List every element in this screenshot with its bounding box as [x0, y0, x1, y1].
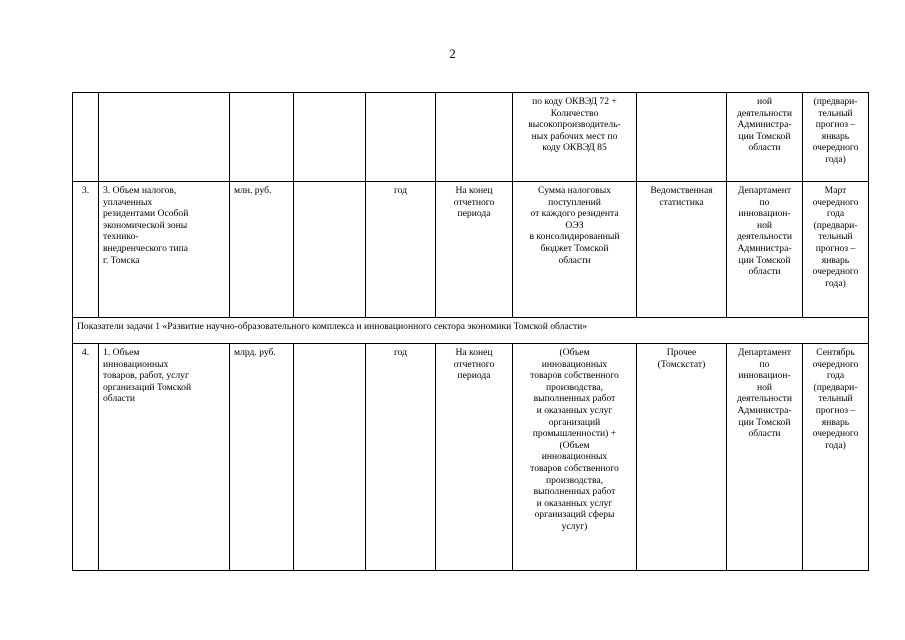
- row-number-cell: [73, 93, 99, 182]
- time-moment-cell: На конец отчетного периода: [436, 182, 513, 318]
- unit-cell: млн. руб.: [230, 182, 294, 318]
- calculation-method-cell: Сумма налоговых поступлений от каждого резидента ОЭЗ в консолидированный бюджет Томской области: [513, 182, 637, 318]
- time-moment-cell: На конец отчетного периода: [436, 344, 513, 571]
- empty-cell: [294, 344, 366, 571]
- time-moment-cell: [436, 93, 513, 182]
- responsible-cell: Департамент по инновацион- ной деятельности Администра- ции Томской области: [727, 344, 803, 571]
- deadline-cell: Сентябрь очередного года (предвари- тельный прогноз – январь очередного года): [803, 344, 869, 571]
- empty-cell: [294, 93, 366, 182]
- responsible-cell: Департамент по инновацион- ной деятельности Администра- ции Томской области: [727, 182, 803, 318]
- empty-cell: [294, 182, 366, 318]
- unit-cell: [230, 93, 294, 182]
- section-header-row: [73, 318, 869, 344]
- unit-cell: млрд. руб.: [230, 344, 294, 571]
- row-number-cell: 3.: [73, 182, 99, 318]
- page-number: 2: [449, 46, 456, 61]
- table-row: [73, 182, 869, 318]
- section-title: Показатели задачи 1 «Развитие научно-образовательного комплекса и инновационного сектора экономики Томской области»: [73, 318, 869, 344]
- indicators-table: [72, 92, 869, 571]
- row-number-cell: 4.: [73, 344, 99, 571]
- data-source-cell: [637, 93, 727, 182]
- data-source-cell: Ведомственная статистика: [637, 182, 727, 318]
- indicator-name-cell: 1. Объем инновационных товаров, работ, услуг организаций Томской области: [99, 344, 230, 571]
- periodicity-cell: год: [366, 182, 436, 318]
- table-row: [73, 344, 869, 571]
- periodicity-cell: год: [366, 344, 436, 571]
- data-source-cell: Прочее (Томскстат): [637, 344, 727, 571]
- indicator-name-cell: 3. Объем налогов, уплаченных резидентами Особой экономической зоны технико- внедренческого типа г. Томска: [99, 182, 230, 318]
- calculation-method-cell: по коду ОКВЭД 72 + Количество высокопроизводитель- ных рабочих мест по коду ОКВЭД 85: [513, 93, 637, 182]
- table-row: [73, 93, 869, 182]
- responsible-cell: ной деятельности Администра- ции Томской области: [727, 93, 803, 182]
- deadline-cell: Март очередного года (предвари- тельный прогноз – январь очередного года): [803, 182, 869, 318]
- deadline-cell: (предвари- тельный прогноз – январь очередного года): [803, 93, 869, 182]
- periodicity-cell: [366, 93, 436, 182]
- calculation-method-cell: (Объем инновационных товаров собственного производства, выполненных работ и оказанных услуг организаций промышленности) + (Объем инновационных товаров собственного производства, выполненных работ и оказанных услуг организаций сферы услуг): [513, 344, 637, 571]
- indicator-name-cell: [99, 93, 230, 182]
